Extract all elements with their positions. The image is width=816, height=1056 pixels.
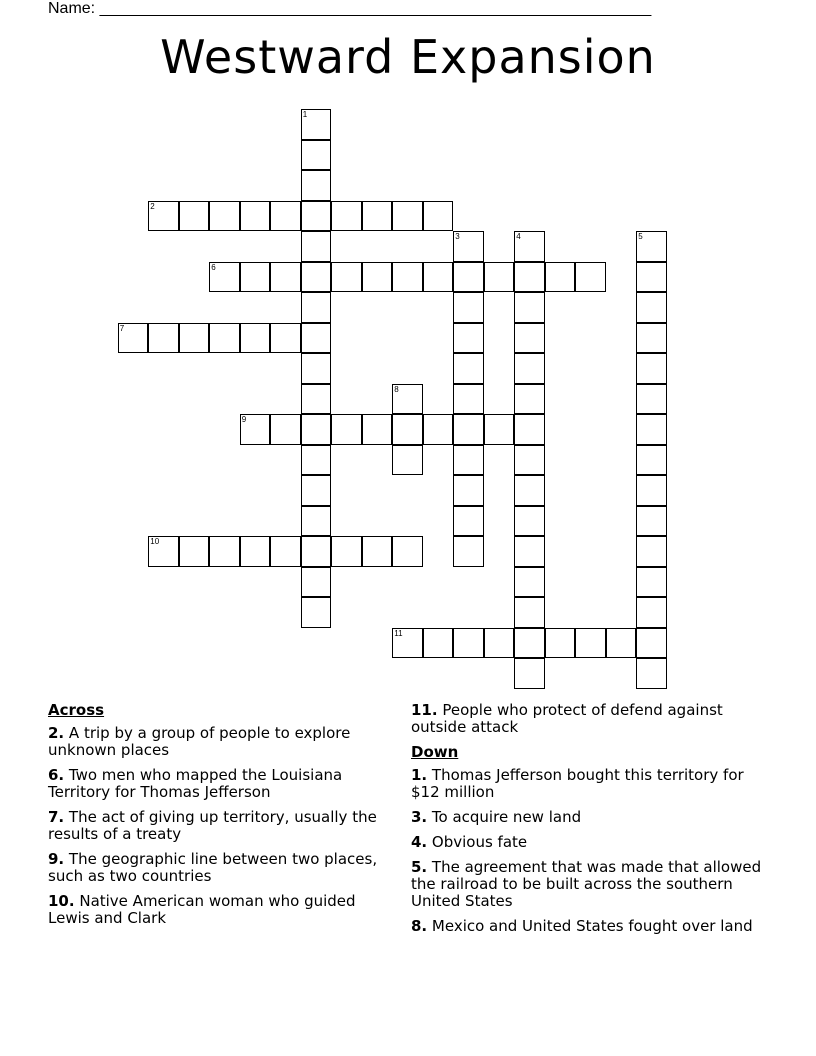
crossword-cell (453, 414, 484, 445)
crossword-cell (636, 658, 667, 689)
crossword-cell (636, 597, 667, 628)
clue-item-text: Native American woman who guided Lewis and Clark (48, 892, 356, 927)
clue-item-text: The agreement that was made that allowed the railroad to be built across the southern United States (411, 858, 762, 910)
crossword-cell (179, 323, 210, 354)
crossword-cell (636, 445, 667, 476)
clue-number: 4 (516, 232, 521, 242)
clue-item-number: 4. (411, 833, 428, 851)
crossword-cell (392, 384, 423, 415)
clue-item-number: 6. (48, 766, 65, 784)
clue-number: 1 (302, 110, 308, 120)
crossword-cell (209, 323, 240, 354)
crossword-cell (301, 445, 332, 476)
clue-number: 3 (455, 232, 460, 242)
clue-number: 6 (211, 262, 216, 272)
across-clue-list (48, 725, 393, 927)
clues-left-column (48, 702, 393, 935)
crossword-cell (453, 323, 484, 354)
clue-item-number: 1. (411, 766, 428, 784)
crossword-cell (545, 262, 576, 293)
clue-item-number: 9. (48, 850, 65, 868)
crossword-cell (270, 201, 301, 232)
clue-item (48, 851, 393, 885)
crossword-cell (514, 506, 545, 537)
crossword-cell (392, 536, 423, 567)
crossword-cell (514, 628, 545, 659)
crossword-cell (453, 445, 484, 476)
down-clue-list (411, 767, 771, 935)
crossword-cell (453, 231, 484, 262)
crossword-cell (331, 414, 362, 445)
crossword-cell (423, 414, 454, 445)
clue-item (411, 918, 771, 935)
crossword-cell (301, 231, 332, 262)
clue-item (411, 809, 771, 826)
clue-item-text: Thomas Jefferson bought this territory for $12 million (411, 766, 744, 801)
across-clue-list-continued (411, 702, 771, 736)
clue-item-text: The geographic line between two places, such as two countries (48, 850, 378, 885)
crossword-cell (301, 567, 332, 598)
crossword-cell (514, 353, 545, 384)
crossword-cell (514, 536, 545, 567)
crossword-cell (636, 353, 667, 384)
crossword-cell (362, 262, 393, 293)
crossword-cell (392, 445, 423, 476)
crossword-cell (209, 262, 240, 293)
clue-item-number: 7. (48, 808, 65, 826)
crossword-cell (453, 506, 484, 537)
across-heading: Across (48, 701, 105, 719)
crossword-cell (453, 536, 484, 567)
crossword-cell (636, 231, 667, 262)
crossword-cell (636, 414, 667, 445)
crossword-cell (453, 475, 484, 506)
clue-item-text: Obvious fate (427, 833, 528, 851)
clue-item-number: 10. (48, 892, 75, 910)
clue-number: 11 (394, 628, 403, 638)
crossword-cell (118, 323, 149, 354)
crossword-cell (270, 414, 301, 445)
crossword-cell (331, 201, 362, 232)
crossword-cell (240, 536, 271, 567)
clue-item-text: To acquire new land (427, 808, 582, 826)
crossword-cell (362, 536, 393, 567)
crossword-cell (301, 475, 332, 506)
crossword-cell (636, 262, 667, 293)
crossword-cell (606, 628, 637, 659)
clue-number: 9 (241, 415, 247, 425)
crossword-cell (484, 628, 515, 659)
crossword-cell (301, 506, 332, 537)
clue-item (48, 809, 393, 843)
crossword-cell (392, 262, 423, 293)
crossword-cell (301, 140, 332, 171)
crossword-cell (636, 323, 667, 354)
crossword-cell (301, 201, 332, 232)
clue-item-text: Mexico and United States fought over land (427, 917, 753, 935)
crossword-cell (636, 384, 667, 415)
clue-item (48, 725, 393, 759)
crossword-cell (301, 414, 332, 445)
name-field-label: Name: ______________________________________________________________ (48, 0, 652, 17)
crossword-cell (636, 475, 667, 506)
crossword-cell (270, 323, 301, 354)
clue-number: 7 (119, 323, 125, 333)
crossword-cell (636, 628, 667, 659)
crossword-cell (392, 414, 423, 445)
clue-item-text: Two men who mapped the Louisiana Territory for Thomas Jefferson (48, 766, 343, 801)
crossword-cell (636, 292, 667, 323)
crossword-cell (331, 536, 362, 567)
clue-item-number: 8. (411, 917, 428, 935)
clue-number: 8 (394, 384, 399, 394)
crossword-cell (148, 323, 179, 354)
crossword-cell (240, 201, 271, 232)
crossword-cell (423, 262, 454, 293)
clue-item (411, 702, 771, 736)
crossword-cell (301, 109, 332, 140)
clue-number: 10 (150, 537, 160, 547)
crossword-cell (362, 414, 393, 445)
crossword-cell (148, 201, 179, 232)
crossword-cell (453, 384, 484, 415)
crossword-cell (240, 323, 271, 354)
crossword-cell (148, 536, 179, 567)
crossword-cell (179, 201, 210, 232)
crossword-cell (301, 353, 332, 384)
crossword-cell (514, 597, 545, 628)
crossword-cell (301, 536, 332, 567)
crossword-cell (575, 628, 606, 659)
down-heading: Down (411, 743, 459, 761)
crossword-cell (514, 262, 545, 293)
crossword-cell (270, 536, 301, 567)
clue-item (411, 834, 771, 851)
crossword-cell (301, 170, 332, 201)
clue-item-number: 5. (411, 858, 428, 876)
crossword-cell (301, 262, 332, 293)
crossword-cell (514, 323, 545, 354)
crossword-cell (209, 201, 240, 232)
clue-item-text: The act of giving up territory, usually the results of a treaty (48, 808, 377, 843)
clue-item-number: 2. (48, 724, 65, 742)
clue-item-number: 11. (411, 701, 438, 719)
crossword-cell (453, 262, 484, 293)
clue-item (411, 767, 771, 801)
crossword-cell (636, 567, 667, 598)
crossword-cell (301, 597, 332, 628)
crossword-cell (514, 658, 545, 689)
clue-item-text: People who protect of defend against outside attack (411, 701, 723, 736)
clue-number: 5 (638, 232, 643, 242)
crossword-cell (453, 353, 484, 384)
crossword-cell (301, 292, 332, 323)
crossword-cell (453, 628, 484, 659)
crossword-cell (484, 262, 515, 293)
crossword-cell (179, 536, 210, 567)
crossword-cell (209, 536, 240, 567)
crossword-cell (545, 628, 576, 659)
crossword-cell (392, 628, 423, 659)
crossword-cell (423, 201, 454, 232)
crossword-cell (514, 384, 545, 415)
crossword-cell (240, 414, 271, 445)
crossword-cell (362, 201, 393, 232)
crossword-cell (514, 567, 545, 598)
crossword-cell (331, 262, 362, 293)
crossword-cell (514, 475, 545, 506)
clue-item-number: 3. (411, 808, 428, 826)
crossword-cell (514, 231, 545, 262)
crossword-cell (301, 384, 332, 415)
crossword-cell (636, 536, 667, 567)
crossword-cell (240, 262, 271, 293)
crossword-cell (514, 292, 545, 323)
crossword-cell (270, 262, 301, 293)
clue-item (48, 893, 393, 927)
clue-item (411, 859, 771, 910)
clues-right-column (411, 702, 771, 943)
crossword-cell (636, 506, 667, 537)
clue-number: 2 (150, 201, 155, 211)
crossword-cell (392, 201, 423, 232)
crossword-cell (514, 445, 545, 476)
page-title: Westward Expansion (160, 30, 656, 84)
crossword-cell (514, 414, 545, 445)
clue-item (48, 767, 393, 801)
crossword-cell (484, 414, 515, 445)
clue-item-text: A trip by a group of people to explore unknown places (48, 724, 351, 759)
crossword-cell (453, 292, 484, 323)
crossword-cell (423, 628, 454, 659)
crossword-cell (301, 323, 332, 354)
crossword-cell (575, 262, 606, 293)
